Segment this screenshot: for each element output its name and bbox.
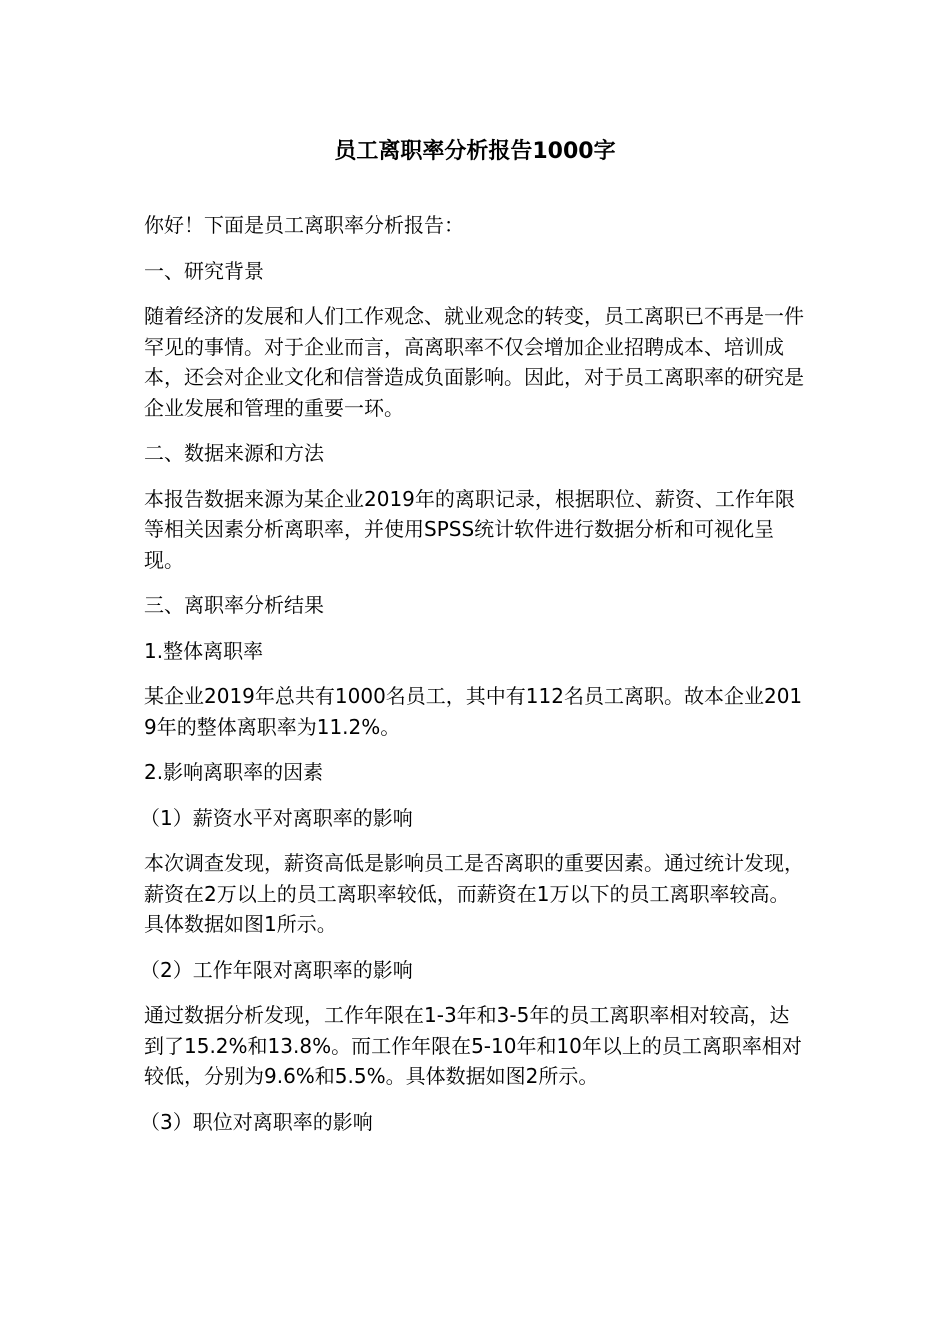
subheading-salary: （1）薪资水平对离职率的影响 xyxy=(140,805,413,830)
section-heading-results: 三、离职率分析结果 xyxy=(144,593,324,617)
section-heading-data-source: 二、数据来源和方法 xyxy=(144,441,324,465)
paragraph-background: 随着经济的发展和人们工作观念、就业观念的转变，员工离职已不再是一件罕见的事情。对于企业而言，高离职率不仅会增加企业招聘成本、培训成本，还会对企业文化和信誉造成负面影响。因此，对于员工离职率的研究是企业发展和管理的重要一环。 xyxy=(144,304,804,420)
paragraph-greeting: 你好！下面是员工离职率分析报告： xyxy=(144,213,464,237)
subheading-overall-rate: 1.整体离职率 xyxy=(144,638,264,663)
subheading-factors: 2.影响离职率的因素 xyxy=(144,760,324,784)
document-body xyxy=(140,210,804,1152)
paragraph-tenure: 通过数据分析发现，工作年限在1-3年和3-5年的员工离职率相对较高，达到了15.2%和13.8%。而工作年限在5-10年和10年以上的员工离职率相对较低，分别为9.6%和5.5%。具体数据如图2所示。 xyxy=(144,1003,802,1088)
subheading-tenure: （2）工作年限对离职率的影响 xyxy=(140,957,413,982)
section-heading-background: 一、研究背景 xyxy=(144,258,264,283)
document-title: 员工离职率分析报告1000字 xyxy=(334,139,616,164)
paragraph-data-source: 本报告数据来源为某企业2019年的离职记录，根据职位、薪资、工作年限等相关因素分析离职率，并使用SPSS统计软件进行数据分析和可视化呈现。 xyxy=(144,486,795,572)
paragraph-overall-rate: 某企业2019年总共有1000名员工，其中有112名员工离职。故本企业2019年的整体离职率为11.2%。 xyxy=(144,684,803,739)
subheading-position: （3）职位对离职率的影响 xyxy=(140,1109,373,1134)
paragraph-salary: 本次调查发现，薪资高低是影响员工是否离职的重要因素。通过统计发现，薪资在2万以上的员工离职率较低，而薪资在1万以下的员工离职率较高。具体数据如图1所示。 xyxy=(144,851,804,936)
